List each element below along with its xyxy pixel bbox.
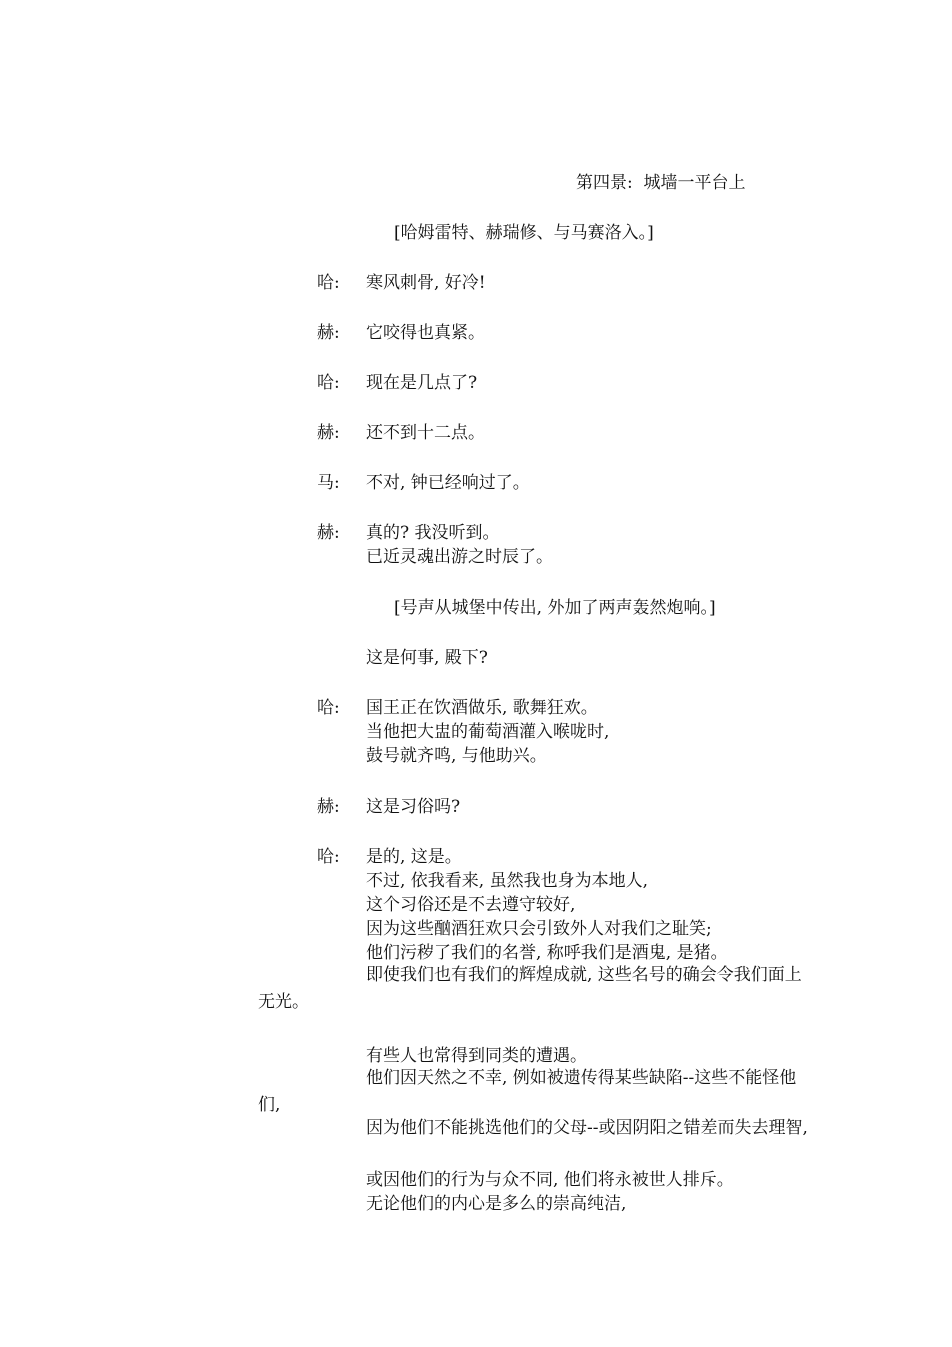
dialogue-line: 即使我们也有我们的辉煌成就, 这些名号的确会令我们面上无光。 bbox=[258, 965, 802, 1012]
dialogue-line: 是的, 这是。 bbox=[366, 847, 462, 867]
dialogue-line: 真的? 我没听到。 bbox=[366, 523, 500, 543]
speaker-label: 哈: bbox=[317, 847, 340, 867]
dialogue-line: 不对, 钟已经响过了。 bbox=[366, 473, 530, 493]
speaker-label: 赫: bbox=[317, 423, 340, 443]
dialogue-line: 不过, 依我看来, 虽然我也身为本地人, bbox=[366, 871, 649, 891]
dialogue-line: 或因他们的行为与众不同, 他们将永被世人排斥。 bbox=[366, 1170, 734, 1190]
speaker-label: 赫: bbox=[317, 523, 340, 543]
speaker-label: 马: bbox=[317, 473, 340, 493]
dialogue-line: 这是何事, 殿下? bbox=[366, 648, 488, 668]
scene-title: 第四景: 城墙一平台上 bbox=[576, 173, 746, 193]
dialogue-line: 有些人也常得到同类的遭遇。 bbox=[366, 1046, 587, 1066]
dialogue-line: 这个习俗还是不去遵守较好, bbox=[366, 895, 576, 915]
dialogue-line: 国王正在饮酒做乐, 歌舞狂欢。 bbox=[366, 698, 598, 718]
dialogue-line: 无论他们的内心是多么的崇高纯洁, bbox=[366, 1194, 627, 1214]
dialogue-line: 这是习俗吗? bbox=[366, 797, 461, 817]
dialogue-line: 他们污秽了我们的名誉, 称呼我们是酒鬼, 是猪。 bbox=[366, 943, 728, 963]
dialogue-line: 鼓号就齐鸣, 与他助兴。 bbox=[366, 746, 547, 766]
speaker-label: 哈: bbox=[317, 373, 340, 393]
speaker-label: 哈: bbox=[317, 698, 340, 718]
stage-direction: [哈姆雷特、赫瑞修、与马赛洛入。] bbox=[394, 223, 654, 243]
dialogue-line: 还不到十二点。 bbox=[366, 423, 485, 443]
speaker-label: 赫: bbox=[317, 797, 340, 817]
speaker-label: 哈: bbox=[317, 273, 340, 293]
dialogue-line: 它咬得也真紧。 bbox=[366, 323, 485, 343]
dialogue-line: 寒风刺骨, 好冷! bbox=[366, 273, 486, 293]
dialogue-line: 因为这些酗酒狂欢只会引致外人对我们之耻笑; bbox=[366, 919, 712, 939]
speaker-label: 赫: bbox=[317, 323, 340, 343]
stage-direction: [号声从城堡中传出, 外加了两声轰然炮响。] bbox=[394, 598, 716, 618]
dialogue-line: 现在是几点了? bbox=[366, 373, 478, 393]
dialogue-line: 当他把大盅的葡萄酒灌入喉咙时, bbox=[366, 722, 610, 742]
dialogue-line: 他们因天然之不幸, 例如被遗传得某些缺陷--这些不能怪他们, bbox=[258, 1068, 797, 1115]
dialogue-line: 已近灵魂出游之时辰了。 bbox=[366, 547, 553, 567]
dialogue-line: 因为他们不能挑选他们的父母--或因阴阳之错差而失去理智, bbox=[366, 1118, 808, 1138]
